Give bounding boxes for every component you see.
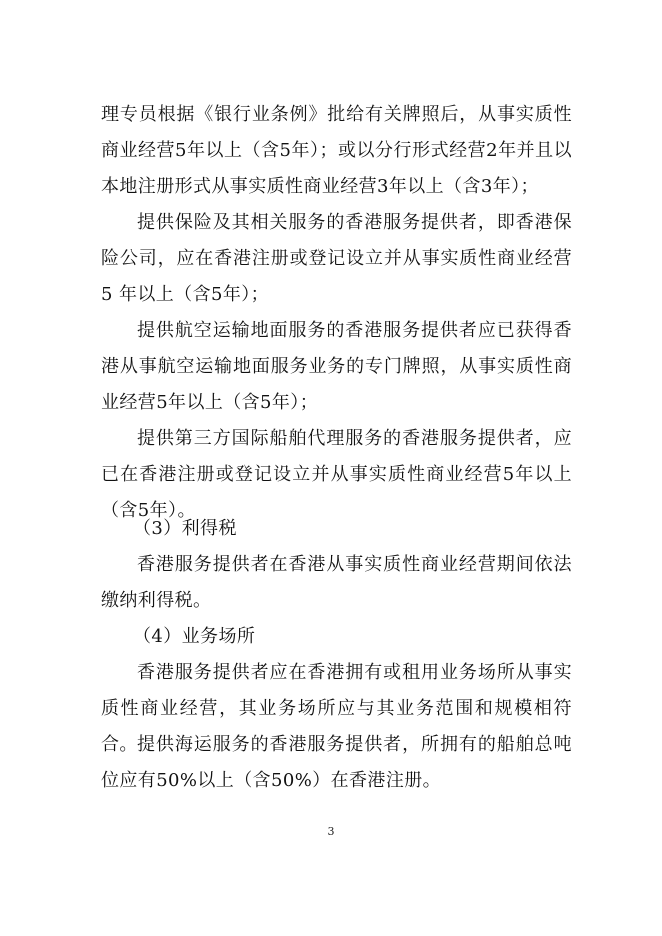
paragraph-profits-tax: 香港服务提供者在香港从事实质性商业经营期间依法缴纳利得税。 [101,554,572,611]
section-heading-business-premises: （4）业务场所 [133,626,256,647]
paragraph-aviation-ground-services: 提供航空运输地面服务的香港服务提供者应已获得香港从事航空运输地面服务业务的专门牌照，从事实质性商业经营5年以上（含5年）； [101,320,572,413]
paragraph-maritime-tonnage: 提供海运服务的香港服务提供者，所拥有的船舶总吨位应有50%以上（含50%）在香港注册。 [101,734,572,791]
page-number: 3 [327,825,335,838]
paragraph-shipping-agency: 提供第三方国际船舶代理服务的香港服务提供者，应已在香港注册或登记设立并从事实质性商业经营5年以上（含5年）。 [101,428,572,521]
paragraph-business-premises: 香港服务提供者应在香港拥有或租用业务场所从事实质性商业经营，其业务场所应与其业务范围和规模相符合。 [101,662,572,755]
paragraph-banking-continuation: 理专员根据《银行业条例》批给有关牌照后，从事实质性商业经营5年以上（含5年）；或以分行形式经营2年并且以本地注册形式从事实质性商业经营3年以上（含3年）； [101,104,572,197]
section-heading-profits-tax: （3）利得税 [133,518,237,539]
paragraph-insurance: 提供保险及其相关服务的香港服务提供者，即香港保险公司，应在香港注册或登记设立并从事实质性商业经营 5 年以上（含5年）； [101,212,572,305]
